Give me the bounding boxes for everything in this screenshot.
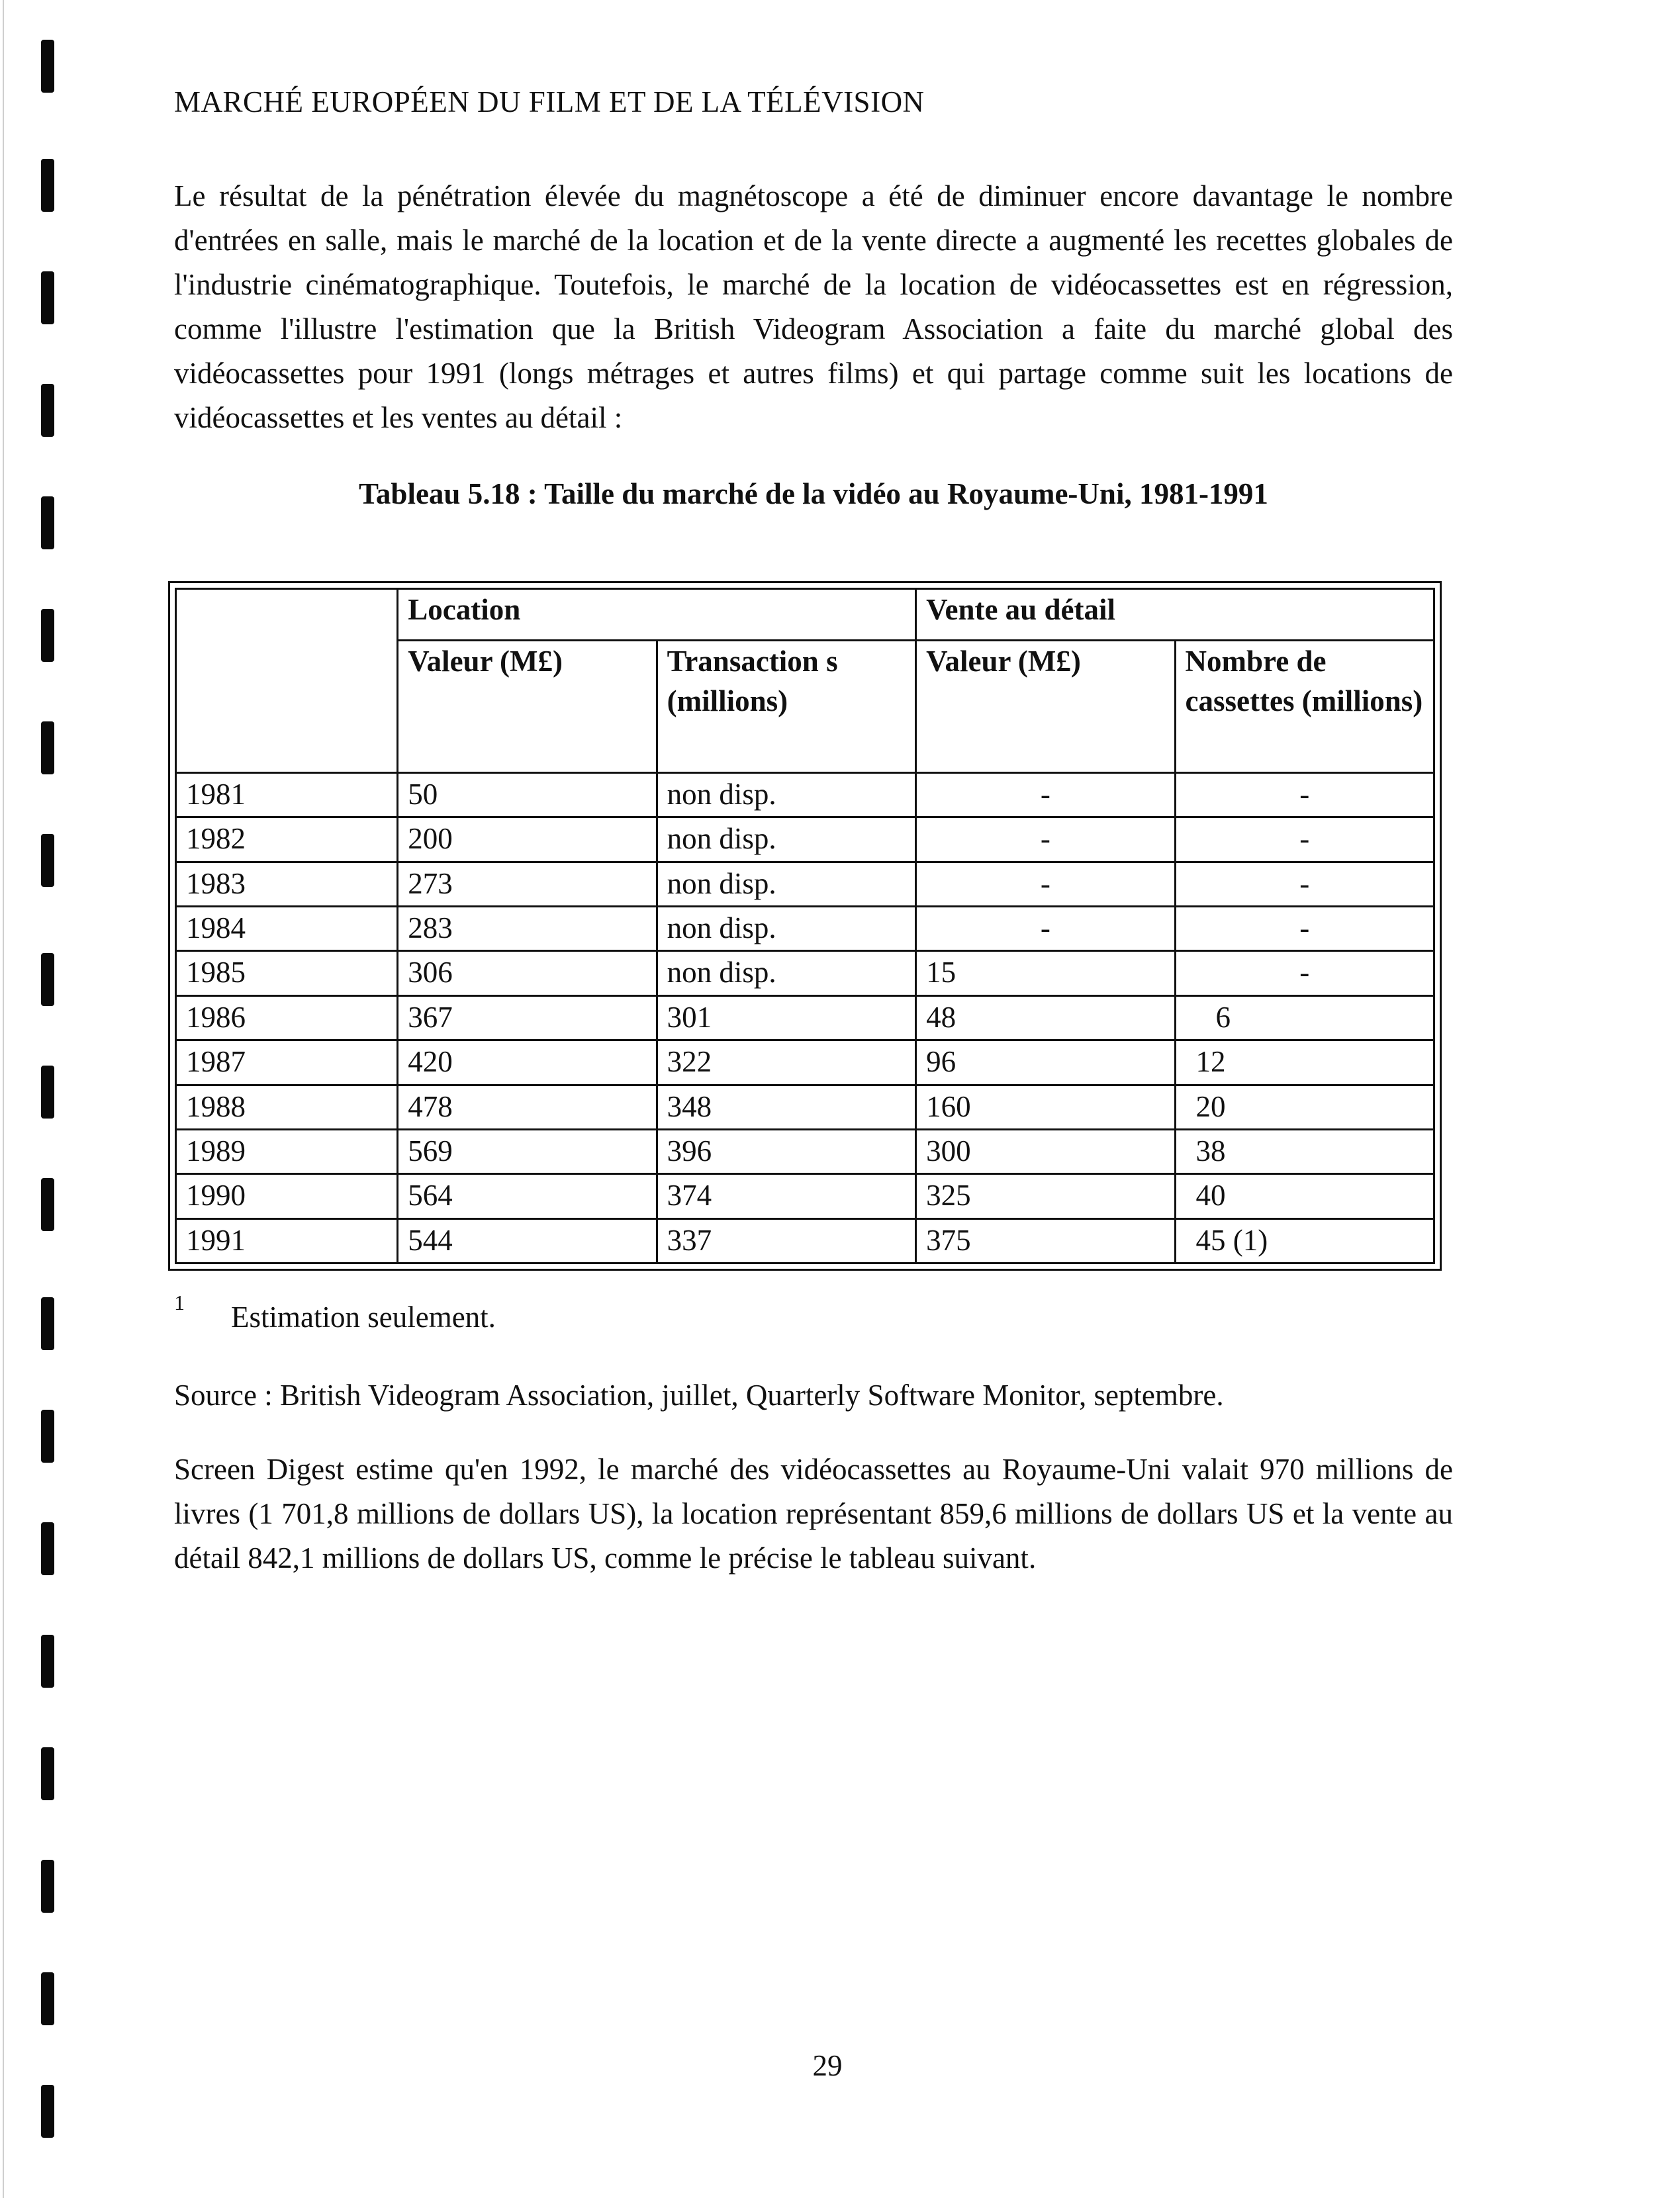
- table-row: [176, 817, 1434, 862]
- cell-cassettes: 12: [1175, 1040, 1434, 1085]
- page-number: 29: [812, 2049, 843, 2082]
- cell-retail-value: 96: [916, 1040, 1175, 1085]
- binding-mark: [41, 1860, 54, 1913]
- cell-retail-value: -: [916, 862, 1175, 906]
- table-row: [176, 951, 1434, 995]
- cell-transactions: 301: [657, 995, 915, 1040]
- table-row: [176, 1174, 1434, 1218]
- table-row: [176, 862, 1434, 906]
- cell-transactions: 348: [657, 1085, 915, 1129]
- cell-rental-value: 273: [398, 862, 657, 906]
- table-row: [176, 1129, 1434, 1173]
- binding-mark: [41, 271, 54, 324]
- source-note: Source : British Videogram Association, juillet, Quarterly Software Monitor, septembre.: [174, 1379, 1224, 1412]
- cell-rental-value: 367: [398, 995, 657, 1040]
- binding-mark: [41, 1635, 54, 1688]
- header-transactions: Transaction s (millions): [657, 641, 915, 773]
- footnote-text: Estimation seulement.: [231, 1301, 496, 1334]
- cell-rental-value: 200: [398, 817, 657, 862]
- cell-cassettes: 6: [1175, 995, 1434, 1040]
- cell-cassettes: 20: [1175, 1085, 1434, 1129]
- cell-year: 1982: [176, 817, 398, 862]
- cell-year: 1984: [176, 907, 398, 951]
- cell-rental-value: 478: [398, 1085, 657, 1129]
- table-row: [176, 1040, 1434, 1085]
- binding-mark: [41, 496, 54, 549]
- binding-mark: [41, 159, 54, 212]
- cell-rental-value: 564: [398, 1174, 657, 1218]
- cell-year: 1987: [176, 1040, 398, 1085]
- cell-transactions: 396: [657, 1129, 915, 1173]
- binding-mark: [41, 1178, 54, 1231]
- cell-rental-value: 544: [398, 1218, 657, 1263]
- binding-mark: [41, 953, 54, 1006]
- cell-year: 1990: [176, 1174, 398, 1218]
- table-row: [176, 773, 1434, 817]
- header-cassettes: Nombre de cassettes (millions): [1175, 641, 1434, 773]
- cell-cassettes: -: [1175, 951, 1434, 995]
- table-row: [176, 907, 1434, 951]
- binding-mark: [41, 609, 54, 662]
- cell-rental-value: 569: [398, 1129, 657, 1173]
- video-market-table: [175, 588, 1435, 1264]
- group-header-location: Location: [398, 589, 916, 641]
- cell-retail-value: 375: [916, 1218, 1175, 1263]
- binding-holes: [34, 0, 61, 2198]
- cell-rental-value: 306: [398, 951, 657, 995]
- binding-mark: [41, 40, 54, 93]
- cell-rental-value: 50: [398, 773, 657, 817]
- binding-mark: [41, 1972, 54, 2025]
- cell-transactions: 374: [657, 1174, 915, 1218]
- table-frame: [168, 581, 1442, 1271]
- cell-retail-value: -: [916, 817, 1175, 862]
- binding-mark: [41, 834, 54, 887]
- binding-mark: [41, 1297, 54, 1350]
- cell-rental-value: 420: [398, 1040, 657, 1085]
- running-header: MARCHÉ EUROPÉEN DU FILM ET DE LA TÉLÉVISION: [174, 85, 925, 118]
- cell-year: 1988: [176, 1085, 398, 1129]
- cell-year: 1981: [176, 773, 398, 817]
- cell-retail-value: -: [916, 773, 1175, 817]
- cell-retail-value: 48: [916, 995, 1175, 1040]
- cell-retail-value: 160: [916, 1085, 1175, 1129]
- cell-retail-value: -: [916, 907, 1175, 951]
- cell-cassettes: -: [1175, 862, 1434, 906]
- closing-paragraph: Screen Digest estime qu'en 1992, le marché des vidéocassettes au Royaume-Uni valait 970 millions de livres (1 701,8 millions de dollars US), la location représentant 859,6 millions de dollars US et la vente au détail 842,1 millions de dollars US, comme le précise le tableau suivant.: [174, 1453, 1453, 1575]
- footnote-marker: 1: [174, 1291, 185, 1314]
- table-row: [176, 995, 1434, 1040]
- binding-mark: [41, 1522, 54, 1575]
- cell-year: 1986: [176, 995, 398, 1040]
- group-header-retail: Vente au détail: [916, 589, 1434, 641]
- table-row: [176, 1085, 1434, 1129]
- cell-transactions: non disp.: [657, 817, 915, 862]
- cell-transactions: 322: [657, 1040, 915, 1085]
- cell-transactions: non disp.: [657, 862, 915, 906]
- cell-cassettes: 38: [1175, 1129, 1434, 1173]
- group-header-row: [176, 589, 1434, 641]
- cell-cassettes: -: [1175, 817, 1434, 862]
- table-caption: Tableau 5.18 : Taille du marché de la vidéo au Royaume-Uni, 1981-1991: [359, 477, 1268, 510]
- binding-mark: [41, 721, 54, 774]
- cell-transactions: non disp.: [657, 951, 915, 995]
- cell-retail-value: 325: [916, 1174, 1175, 1218]
- cell-year: 1983: [176, 862, 398, 906]
- cell-cassettes: 40: [1175, 1174, 1434, 1218]
- cell-cassettes: -: [1175, 907, 1434, 951]
- cell-cassettes: 45 (1): [1175, 1218, 1434, 1263]
- cell-cassettes: -: [1175, 773, 1434, 817]
- binding-mark: [41, 1066, 54, 1119]
- cell-year: 1989: [176, 1129, 398, 1173]
- cell-transactions: 337: [657, 1218, 915, 1263]
- cell-retail-value: 300: [916, 1129, 1175, 1173]
- table-row: [176, 1218, 1434, 1263]
- binding-mark: [41, 1747, 54, 1800]
- header-retail-value: Valeur (M£): [916, 641, 1175, 773]
- cell-rental-value: 283: [398, 907, 657, 951]
- binding-mark: [41, 2085, 54, 2138]
- header-rental-value: Valeur (M£): [398, 641, 657, 773]
- cell-year: 1991: [176, 1218, 398, 1263]
- cell-transactions: non disp.: [657, 773, 915, 817]
- cell-retail-value: 15: [916, 951, 1175, 995]
- intro-paragraph: Le résultat de la pénétration élevée du magnétoscope a été de diminuer encore davantage le nombre d'entrées en salle, mais le marché de la location et de la vente directe a augmenté les recettes globales de l'industrie cinématographique. Toutefois, le marché de la location de vidéocassettes est en régression, comme l'illustre l'estimation que la British Videogram Association a faite du marché global des vidéocassettes pour 1991 (longs métrages et autres films) et qui partage comme suit les locations de vidéocassettes et les ventes au détail :: [174, 179, 1453, 434]
- footnote: [174, 1291, 496, 1334]
- cell-transactions: non disp.: [657, 907, 915, 951]
- page-edge-line: [3, 0, 4, 2198]
- binding-mark: [41, 384, 54, 437]
- binding-mark: [41, 1410, 54, 1463]
- year-header-cell: [176, 589, 398, 773]
- cell-year: 1985: [176, 951, 398, 995]
